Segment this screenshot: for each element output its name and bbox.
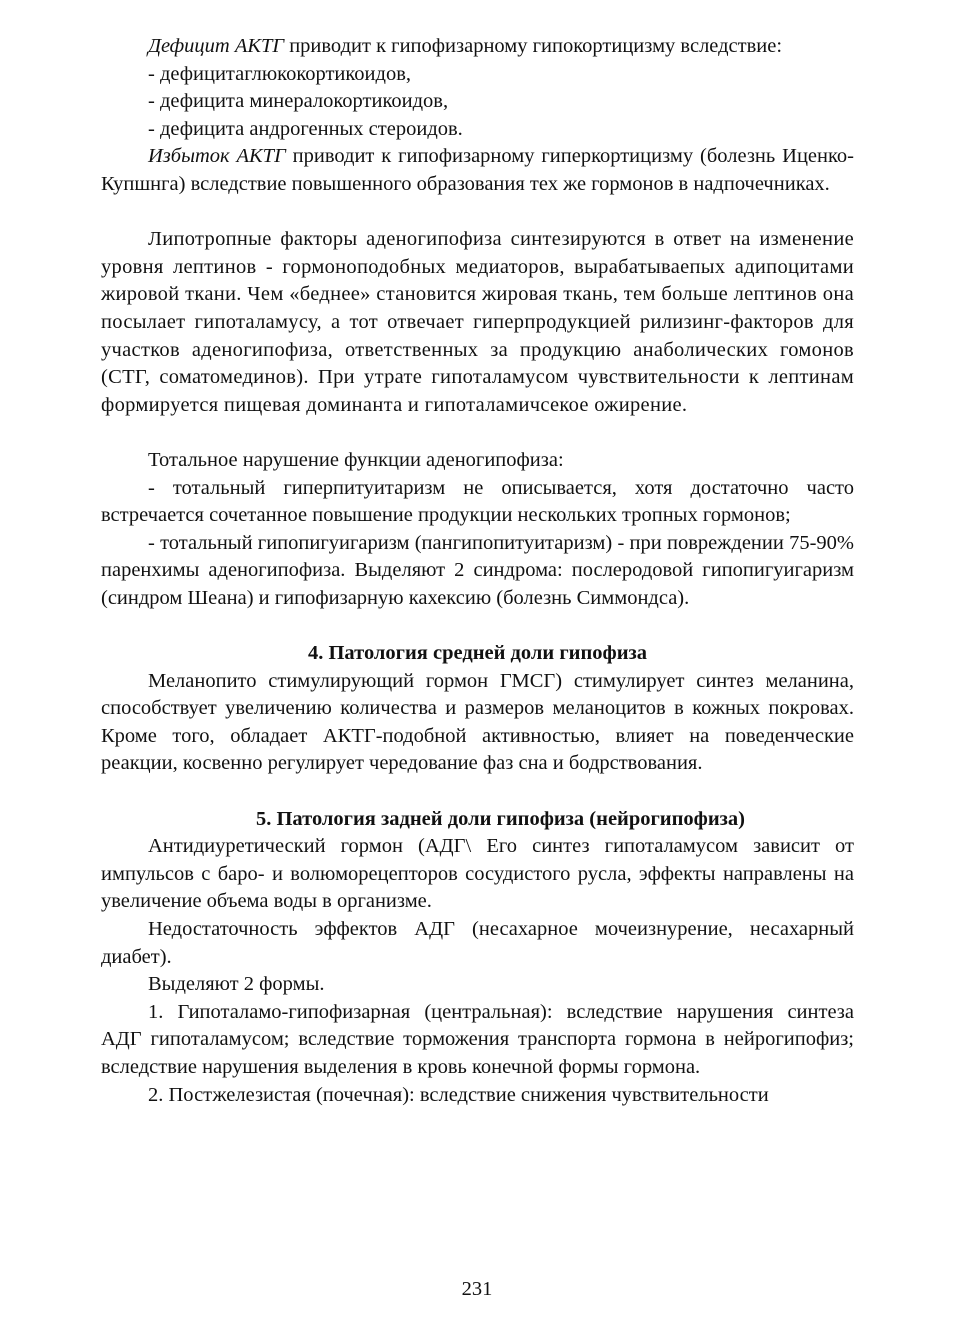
renal-form-paragraph: 2. Постжелезистая (почечная): вследствие снижения чувствительности — [148, 1083, 769, 1106]
list-item: - дефицита андрогенных стероидов. — [148, 117, 463, 140]
acth-excess-paragraph — [101, 143, 854, 198]
total-dysfunction-paragraph: Тотальное нарушение функции аденогипофиза: — [148, 448, 564, 471]
page-number: 231 — [461, 1278, 493, 1300]
section-4-heading: 4. Патология средней доли гипофиза — [307, 642, 648, 665]
lipotropic-paragraph: Липотропные факторы аденогипофиза синтезируются в ответ на изменение уровня лептинов - гормоноподобных медиаторов, вырабатываепых адипоцитами жировой ткани. Чем «беднее» становится жировая ткань, тем больше лептинов она посылает гипоталамусу, а тот отвечает гиперпродукцией рилизинг-факторов для участков аденогипофиза, ответственных за продукцию анаболических гомонов (СТГ, соматомединов). При утрате гипоталамусом чувствительности к лептинам формируется пищевая доминанта и гипоталамичсекое ожирение. — [101, 228, 854, 416]
spacer — [101, 612, 854, 640]
list-item: - дефицита минералокортикоидов, — [148, 90, 449, 113]
acth-deficit-paragraph — [101, 33, 854, 61]
acth-deficit-term: Дефицит АКТГ — [148, 35, 285, 57]
acth-excess-term: Избыток АКТГ — [148, 145, 286, 168]
central-form-paragraph: 1. Гипоталамо-гипофизарная (центральная): вследствие нарушения синтеза АДГ гипоталамусом; вследствие торможения транспорта гормона в нейрогипофиз; вследствие нарушения выделения в кровь конечной формы гормона. — [101, 1000, 854, 1078]
acth-deficit-text: приводит к гипофизарному гипокортицизму вследствие: — [284, 35, 783, 57]
hyperpituitarism-paragraph: - тотальный гиперпитуитаризм не описывается, хотя достаточно часто встречается сочетанное повышение продукции нескольких тропных гормонов; — [101, 476, 854, 527]
spacer — [101, 778, 854, 806]
page-body — [101, 33, 854, 1109]
hypopituitarism-paragraph: - тотальный гипопигуигаризм (пангипопитуитаризм) - при повреждении 75-90% паренхимы аденогипофиза. Выделяют 2 синдрома: послеродовой гипопигуигаризм (синдром Шеана) и гипофизарную кахексию (болезнь Симмондса). — [101, 531, 854, 609]
acth-excess-text: приводит к гипофизарному гиперкортицизму (болезнь Иценко-Купшнга) вследствие повышенного образования тех же гормонов в надпочечниках. — [101, 145, 854, 195]
forms-paragraph: Выделяют 2 формы. — [148, 973, 325, 996]
list-item: - дефицитаглюкокортикоидов, — [148, 62, 412, 85]
adh-paragraph: Антидиуретический гормон (АДГ\ Его синтез гипоталамусом зависит от импульсов с баро- и волюморецепторов сосудистого русла, эффекты направлены на увеличение объема воды в организме. — [101, 835, 854, 913]
section-5-heading: 5. Патология задней доли гипофиза (нейрогипофиза) — [255, 807, 745, 830]
spacer — [101, 419, 854, 447]
spacer — [101, 199, 854, 227]
adh-deficiency-paragraph: Недостаточность эффектов АДГ (несахарное мочеизнурение, несахарный диабет). — [101, 918, 854, 968]
msh-paragraph: Меланопито стимулирующий гормон ГМСГ) стимулирует синтез меланина, способствует увеличению количества и размеров меланоцитов в кожных покровах. Кроме того, обладает АКТГ-подобной активностью, влияет на поведенческие реакции, косвенно регулирует чередование фаз сна и бодрствования. — [101, 669, 854, 775]
